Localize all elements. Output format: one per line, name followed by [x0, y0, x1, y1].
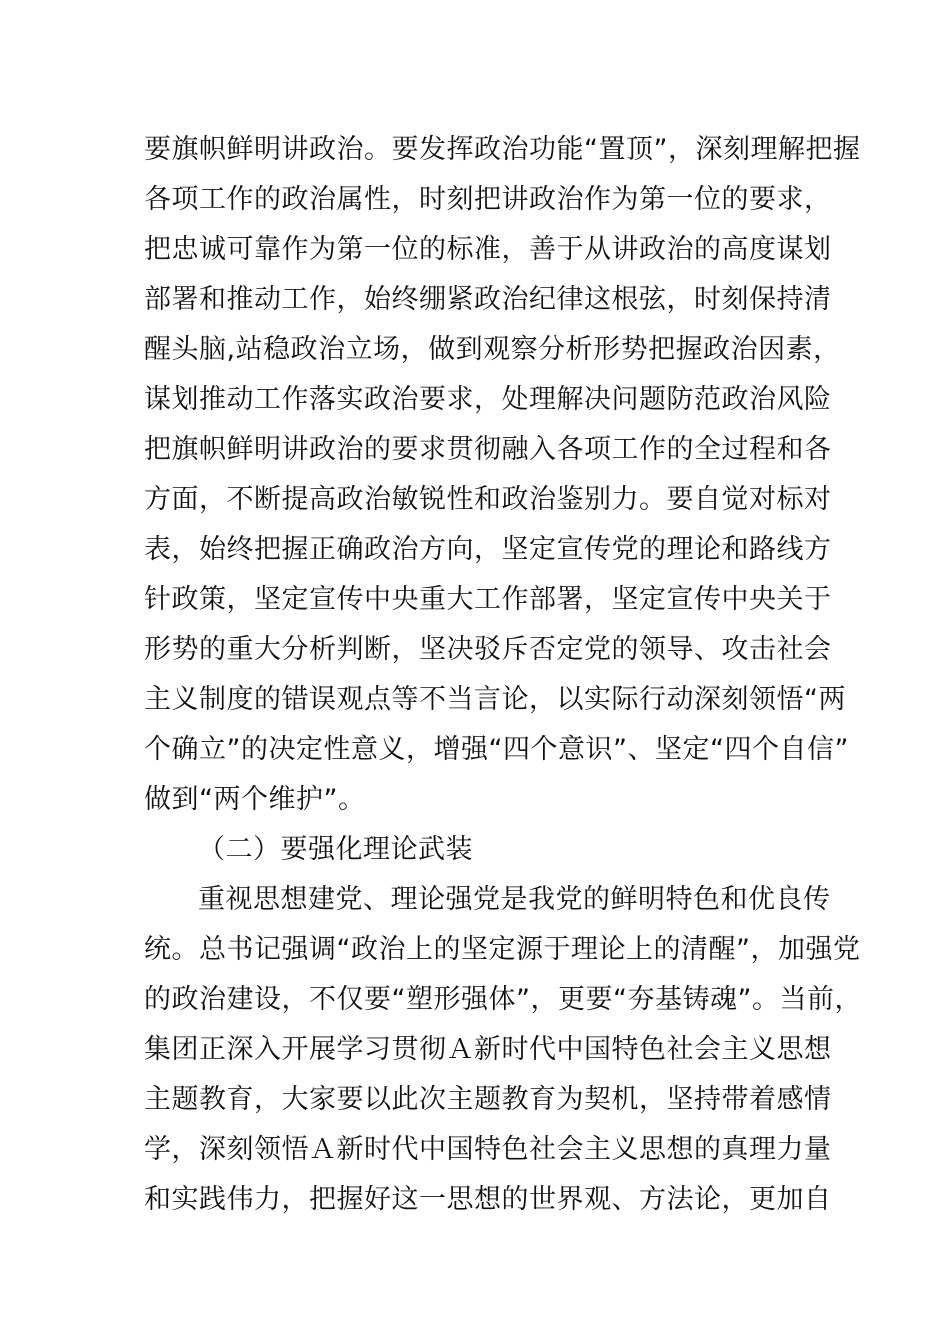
paragraph-2-line-4: 集团正深入开展学习贯彻Ａ新时代中国特色社会主义思想 — [144, 1034, 832, 1065]
paragraph-1-line-3: 把忠诚可靠作为第一位的标准，善于从讲政治的高度谋划 — [144, 234, 832, 265]
paragraph-1-line-7: 把旗帜鲜明讲政治的要求贯彻融入各项工作的全过程和各 — [144, 434, 832, 465]
section-heading: （二）要强化理论武装 — [198, 834, 473, 865]
paragraph-1-line-14: 做到“两个维护”。 — [144, 784, 366, 815]
paragraph-1-line-11: 形势的重大分析判断，坚决驳斥否定党的领导、攻击社会 — [144, 634, 832, 665]
paragraph-1-line-1: 要旗帜鲜明讲政治。要发挥政治功能“置顶”，深刻理解把握 — [144, 134, 861, 165]
paragraph-2-line-2: 统。总书记强调“政治上的坚定源于理论上的清醒”，加强党 — [144, 934, 861, 965]
paragraph-1-line-13: 个确立”的决定性意义，增强“四个意识”、坚定“四个自信” — [144, 734, 849, 765]
paragraph-2-line-7: 和实践伟力，把握好这一思想的世界观、方法论，更加自 — [144, 1184, 832, 1215]
paragraph-1-line-9: 表，始终把握正确政治方向，坚定宣传党的理论和路线方 — [144, 534, 832, 565]
paragraph-2-line-1: 重视思想建党、理论强党是我党的鲜明特色和优良传 — [198, 884, 831, 915]
paragraph-1-line-10: 针政策，坚定宣传中央重大工作部署，坚定宣传中央关于 — [144, 584, 832, 615]
paragraph-2-line-3: 的政治建设，不仅要“塑形强体”，更要“夯基铸魂”。当前， — [144, 984, 862, 1015]
paragraph-1-line-5: 醒头脑,站稳政治立场，做到观察分析形势把握政治因素， — [144, 334, 841, 365]
paragraph-1-line-4: 部署和推动工作，始终绷紧政治纪律这根弦，时刻保持清 — [144, 284, 832, 315]
paragraph-2-line-6: 学，深刻领悟Ａ新时代中国特色社会主义思想的真理力量 — [144, 1134, 832, 1165]
paragraph-1-line-12: 主义制度的错误观点等不当言论，以实际行动深刻领悟“两 — [144, 684, 846, 715]
paragraph-1-line-8: 方面，不断提高政治敏锐性和政治鉴别力。要自觉对标对 — [144, 484, 832, 515]
paragraph-1-line-2: 各项工作的政治属性，时刻把讲政治作为第一位的要求， — [144, 184, 832, 215]
paragraph-1-line-6: 谋划推动工作落实政治要求，处理解决问题防范政治风险 — [144, 384, 832, 415]
paragraph-2-line-5: 主题教育，大家要以此次主题教育为契机，坚持带着感情 — [144, 1084, 832, 1115]
